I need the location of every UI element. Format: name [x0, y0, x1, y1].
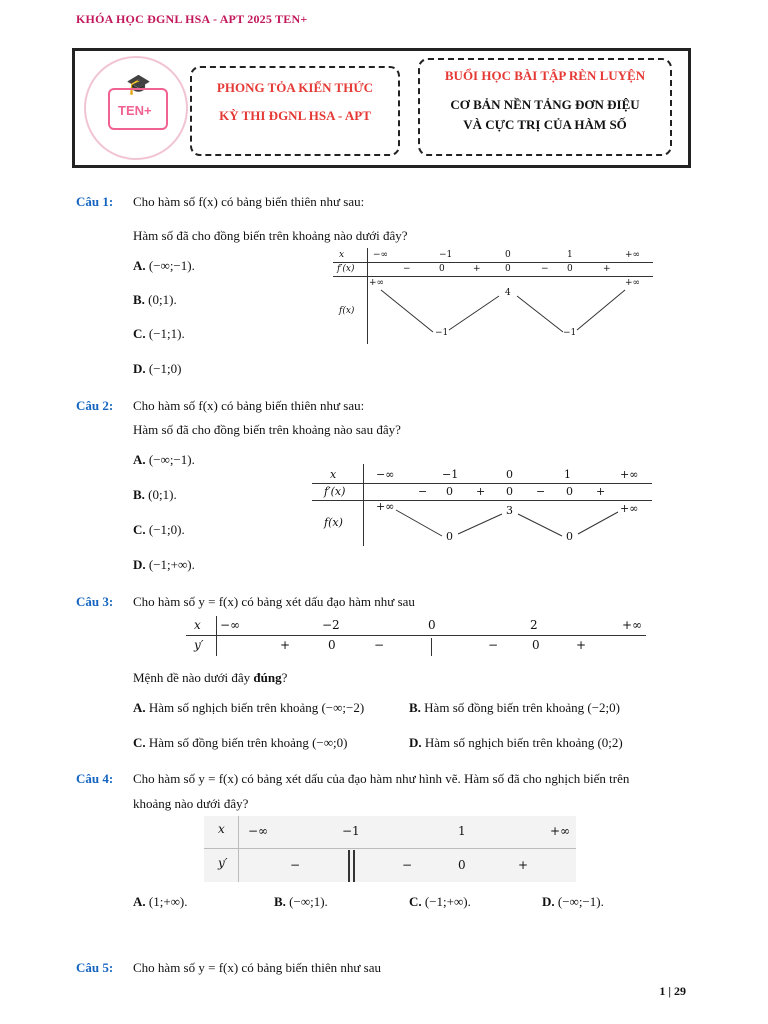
- q1-x-label: x: [339, 250, 345, 260]
- question-1-option-d[interactable]: D. (−1;0): [133, 361, 182, 376]
- page-number: 1 | 29: [659, 984, 686, 998]
- question-1-option-a[interactable]: A. (−∞;−1).: [133, 258, 195, 273]
- question-4-option-a[interactable]: A. (1;+∞).: [133, 894, 188, 909]
- q2-x-value: −1: [442, 468, 459, 481]
- question-1-option-b[interactable]: B. (0;1).: [133, 292, 177, 307]
- ten-plus-logo: [84, 56, 188, 160]
- q3-yp-sign: −: [374, 638, 385, 652]
- question-1-label: Câu 1:: [76, 194, 114, 209]
- q1-fp-sign: −: [541, 264, 549, 274]
- q4-x-value: −∞: [248, 824, 269, 838]
- q1-x-value: 0: [505, 250, 511, 260]
- question-2-option-a[interactable]: A. (−∞;−1).: [133, 452, 195, 467]
- question-1-stem: Cho hàm số f(x) có bảng biến thiên như sau:: [133, 194, 365, 209]
- question-2-option-c[interactable]: C. (−1;0).: [133, 522, 185, 537]
- question-4-option-d[interactable]: D. (−∞;−1).: [542, 894, 604, 909]
- banner-right-line3: VÀ CỰC TRỊ CỦA HÀM SỐ: [463, 117, 627, 132]
- q2-fp-sign: +: [596, 485, 606, 498]
- q2-variation-arrows: [312, 464, 652, 546]
- q1-fp-sign: +: [603, 264, 611, 274]
- question-2-label: Câu 2:: [76, 398, 114, 413]
- q1-fp-label: f′(x): [337, 264, 355, 274]
- q1-x-value: +∞: [625, 250, 641, 260]
- q1-f-value: −1: [563, 328, 577, 338]
- q2-x-value: +∞: [620, 468, 639, 481]
- q1-x-value: 1: [567, 250, 573, 260]
- q4-yp-zero: 0: [458, 858, 466, 872]
- q3-yp-label: y′: [194, 638, 204, 652]
- question-4-stem-line1: Cho hàm số y = f(x) có bảng xét dấu của đạo hàm như hình vẽ. Hàm số đã cho nghịch biến trên: [133, 771, 630, 786]
- q2-f-value: +∞: [620, 502, 639, 515]
- q2-f-value: 0: [566, 530, 573, 543]
- q1-x-value: −∞: [373, 250, 389, 260]
- q2-f-value: 0: [446, 530, 453, 543]
- q2-f-value: +∞: [376, 500, 395, 513]
- q4-x-value: +∞: [550, 824, 571, 838]
- question-3-option-d[interactable]: D. Hàm số nghịch biến trên khoảng (0;2): [409, 735, 623, 750]
- q2-x-label: x: [330, 468, 337, 481]
- q1-f-label: f(x): [339, 306, 355, 316]
- banner-left-line1: PHONG TỎA KIẾN THỨC: [216, 80, 374, 95]
- q3-yp-sign: −: [488, 638, 499, 652]
- course-header: KHÓA HỌC ĐGNL HSA - APT 2025 TEN+: [76, 12, 308, 26]
- q1-fp-zero: 0: [567, 264, 573, 274]
- question-3-prompt: Mệnh đề nào dưới đây đúng?: [133, 670, 288, 685]
- q1-f-value: +∞: [369, 278, 385, 288]
- question-2-prompt: Hàm số đã cho đồng biến trên khoảng nào sau đây?: [133, 422, 401, 437]
- question-4-sign-table: [204, 816, 576, 882]
- q2-fp-sign: +: [476, 485, 486, 498]
- question-5-stem: Cho hàm số y = f(x) có bảng biến thiên như sau: [133, 960, 381, 975]
- q2-fp-sign: −: [418, 485, 428, 498]
- q4-x-label: x: [218, 822, 225, 836]
- q3-yp-zero: 0: [532, 638, 540, 652]
- question-4-option-b[interactable]: B. (−∞;1).: [274, 894, 328, 909]
- question-4-stem-line2: khoảng nào dưới đây?: [133, 796, 249, 811]
- q1-x-value: −1: [439, 250, 453, 260]
- q1-f-value: 4: [505, 288, 511, 298]
- q2-fp-label: f′(x): [324, 485, 346, 498]
- q3-x-value: +∞: [622, 618, 643, 632]
- question-1-option-c[interactable]: C. (−1;1).: [133, 326, 185, 341]
- q3-yp-sign: +: [280, 638, 291, 652]
- q3-x-label: x: [194, 618, 201, 632]
- q2-f-label: f(x): [324, 516, 343, 529]
- question-2-option-b[interactable]: B. (0;1).: [133, 487, 177, 502]
- question-4-option-c[interactable]: C. (−1;+∞).: [409, 894, 471, 909]
- question-2-variation-table: [312, 464, 652, 546]
- q3-yp-zero: 0: [328, 638, 336, 652]
- q2-fp-zero: 0: [566, 485, 573, 498]
- question-3-option-b[interactable]: B. Hàm số đồng biến trên khoảng (−2;0): [409, 700, 620, 715]
- question-3-label: Câu 3:: [76, 594, 114, 609]
- banner-right-line2: CƠ BẢN NỀN TẢNG ĐƠN ĐIỆU: [450, 97, 640, 112]
- q3-yp-sign: +: [576, 638, 587, 652]
- q2-x-value: 0: [506, 468, 513, 481]
- q1-fp-zero: 0: [505, 264, 511, 274]
- q4-yp-label: y′: [218, 856, 228, 870]
- q4-yp-sign: +: [518, 858, 529, 872]
- q1-fp-zero: 0: [439, 264, 445, 274]
- question-3-stem: Cho hàm số y = f(x) có bảng xét dấu đạo hàm như sau: [133, 594, 415, 609]
- q1-f-value: −1: [435, 328, 449, 338]
- q2-f-value: 3: [506, 504, 513, 517]
- graduation-cap-icon: 🎓: [126, 74, 151, 96]
- question-5-label: Câu 5:: [76, 960, 114, 975]
- question-2-stem: Cho hàm số f(x) có bảng biến thiên như sau:: [133, 398, 365, 413]
- question-3-option-a[interactable]: A. Hàm số nghịch biến trên khoảng (−∞;−2): [133, 700, 365, 715]
- q1-variation-arrows: [333, 248, 653, 344]
- logo-text: TEN+: [118, 103, 152, 118]
- banner-left-line2: KỲ THI ĐGNL HSA - APT: [219, 108, 371, 123]
- question-1-prompt: Hàm số đã cho đồng biến trên khoảng nào dưới đây?: [133, 228, 408, 243]
- q3-x-value: 2: [530, 618, 538, 632]
- q3-x-value: −∞: [220, 618, 241, 632]
- q3-x-value: −2: [322, 618, 340, 632]
- question-3-option-c[interactable]: C. Hàm số đồng biến trên khoảng (−∞;0): [133, 735, 348, 750]
- q4-yp-sign: −: [402, 858, 413, 872]
- q4-yp-sign: −: [290, 858, 301, 872]
- q2-fp-zero: 0: [506, 485, 513, 498]
- q2-fp-sign: −: [536, 485, 546, 498]
- q3-x-value: 0: [428, 618, 436, 632]
- q2-fp-zero: 0: [446, 485, 453, 498]
- q4-x-value: −1: [342, 824, 360, 838]
- question-3-sign-table: [186, 616, 646, 656]
- banner-right-line1: BUỔI HỌC BÀI TẬP RÈN LUYỆN: [444, 68, 646, 83]
- q2-x-value: −∞: [376, 468, 395, 481]
- q1-f-value: +∞: [625, 278, 641, 288]
- question-4-label: Câu 4:: [76, 771, 114, 786]
- q1-fp-sign: −: [403, 264, 411, 274]
- q4-x-value: 1: [458, 824, 466, 838]
- q1-fp-sign: +: [473, 264, 481, 274]
- q2-x-value: 1: [564, 468, 571, 481]
- question-2-option-d[interactable]: D. (−1;+∞).: [133, 557, 195, 572]
- question-1-variation-table: [333, 248, 653, 344]
